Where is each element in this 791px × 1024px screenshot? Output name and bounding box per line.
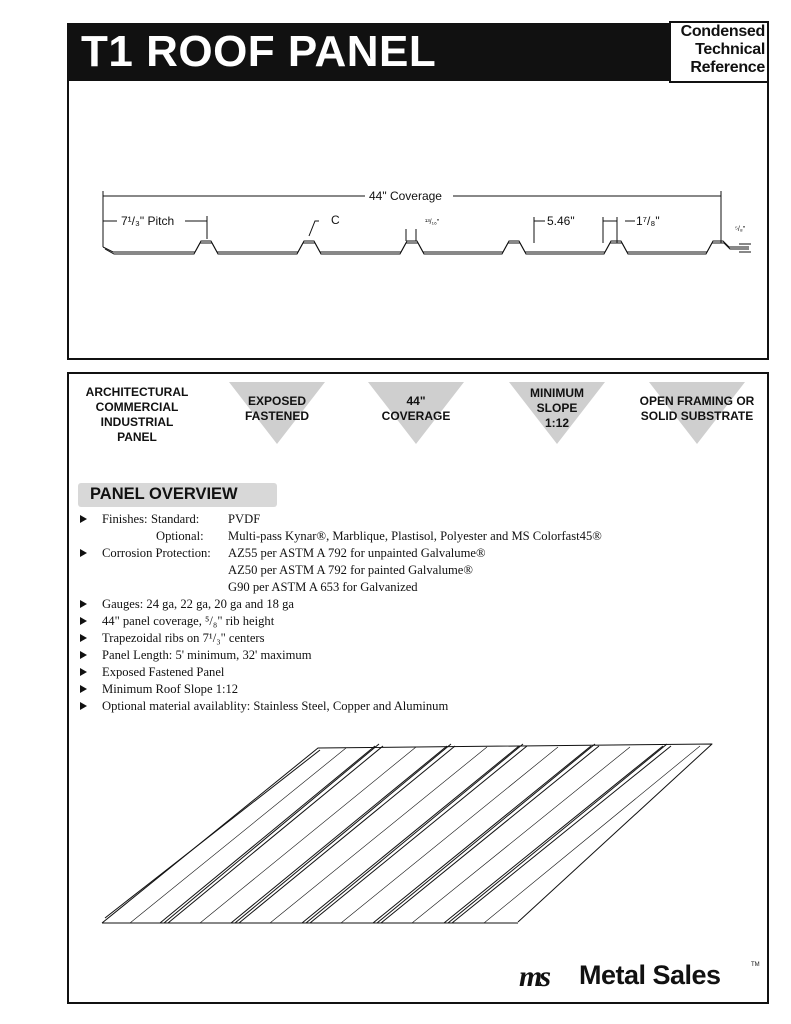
badge-line-1: Condensed	[680, 23, 765, 40]
item-text: 44" panel coverage, ⁵/₈" rib height	[102, 614, 275, 628]
panel-type-line-1: ARCHITECTURAL	[85, 385, 189, 399]
trademark-symbol: TM	[751, 962, 760, 968]
pitch-dimension-label: 7¹/₃" Pitch	[121, 214, 175, 228]
list-item-exposed	[80, 664, 680, 681]
ms-logo-mark: ms	[519, 960, 549, 993]
feature-2-line-2: COVERAGE	[381, 409, 451, 423]
bullet-arrow-icon	[80, 549, 87, 557]
list-item-optional-finishes	[80, 528, 680, 545]
item-text: Minimum Roof Slope 1:12	[102, 682, 239, 696]
feature-coverage	[358, 394, 474, 424]
metal-sales-logo	[519, 960, 763, 996]
optional-label: Optional:	[156, 529, 204, 543]
standard-value: PVDF	[228, 512, 261, 526]
bullet-arrow-icon	[80, 685, 87, 693]
profile-drawing-box	[67, 81, 769, 360]
panel-type-line-3: INDUSTRIAL	[100, 415, 174, 429]
list-item-slope	[80, 681, 680, 698]
feature-exposed-fastened	[219, 394, 335, 424]
feature-1-line-1: EXPOSED	[247, 394, 307, 408]
rib-top-dimension-label: ¹³/₁₆"	[425, 219, 440, 226]
corrosion-value-1: AZ55 per ASTM A 792 for unpainted Galvalume®	[228, 546, 486, 560]
feature-minimum-slope	[499, 386, 615, 431]
condensed-technical-reference-badge	[669, 21, 769, 83]
standard-label: Standard:	[151, 512, 200, 526]
list-item-finishes	[80, 511, 680, 528]
panel-type-line-2: COMMERCIAL	[95, 400, 179, 414]
badge-line-2: Technical	[695, 41, 765, 58]
list-item-corrosion	[80, 545, 680, 562]
item-text: Optional material availablity: Stainless Steel, Copper and Aluminum	[102, 699, 449, 713]
panel-overview-heading: PANEL OVERVIEW	[90, 485, 238, 503]
coverage-dimension-label: 44" Coverage	[369, 189, 442, 203]
list-item-ribs	[80, 630, 680, 647]
item-text: Exposed Fastened Panel	[102, 665, 225, 679]
badge-line-3: Reference	[690, 59, 765, 76]
panel-illustration	[100, 740, 730, 930]
bullet-arrow-icon	[80, 634, 87, 642]
list-item-corrosion-3	[80, 579, 680, 596]
list-item-coverage	[80, 613, 680, 630]
corrosion-label: Corrosion Protection:	[102, 546, 211, 560]
list-item-materials	[80, 698, 680, 715]
bullet-arrow-icon	[80, 617, 87, 625]
page-title: T1 ROOF PANEL	[81, 27, 437, 76]
title-bar	[67, 23, 669, 81]
item-text: Trapezoidal ribs on 7¹/₃" centers	[102, 631, 265, 645]
bullet-arrow-icon	[80, 515, 87, 523]
list-item-length	[80, 647, 680, 664]
feature-3-line-2: SLOPE	[536, 401, 578, 415]
feature-3-line-3: 1:12	[544, 416, 570, 430]
feature-open-framing	[627, 394, 767, 424]
optional-value: Multi-pass Kynar®, Marblique, Plastisol, Polyester and MS Colorfast45®	[228, 529, 602, 543]
panel-overview-list	[80, 511, 680, 715]
panel-type-line-4: PANEL	[117, 430, 157, 444]
corrosion-value-2: AZ50 per ASTM A 792 for painted Galvalume®	[228, 563, 473, 577]
feature-4-line-1: OPEN FRAMING OR	[639, 394, 755, 408]
finishes-label: Finishes:	[102, 512, 148, 526]
item-text: Panel Length: 5' minimum, 32' maximum	[102, 648, 312, 662]
item-text: Gauges: 24 ga, 22 ga, 20 ga and 18 ga	[102, 597, 295, 611]
rib-height-dimension-label: ⁵/₈"	[735, 226, 746, 233]
panel-profile-diagram	[69, 81, 771, 360]
bullet-arrow-icon	[80, 651, 87, 659]
list-item-corrosion-2	[80, 562, 680, 579]
flat-dimension-label: 5.46"	[547, 214, 575, 228]
logo-wordmark: Metal Sales	[579, 960, 721, 990]
feature-1-line-2: FASTENED	[244, 409, 309, 423]
feature-2-line-1: 44"	[406, 394, 426, 408]
feature-4-line-2: SOLID SUBSTRATE	[640, 409, 754, 423]
corrosion-value-3: G90 per ASTM A 653 for Galvanized	[228, 580, 418, 594]
bullet-arrow-icon	[80, 600, 87, 608]
bullet-arrow-icon	[80, 668, 87, 676]
panel-type-label	[77, 385, 197, 445]
list-item-gauges	[80, 596, 680, 613]
rib-base-dimension-label: 1⁷/₈"	[636, 214, 660, 228]
c-label: C	[331, 213, 340, 227]
panel-overview-heading-bar	[78, 483, 277, 507]
feature-3-line-1: MINIMUM	[530, 386, 584, 400]
bullet-arrow-icon	[80, 702, 87, 710]
